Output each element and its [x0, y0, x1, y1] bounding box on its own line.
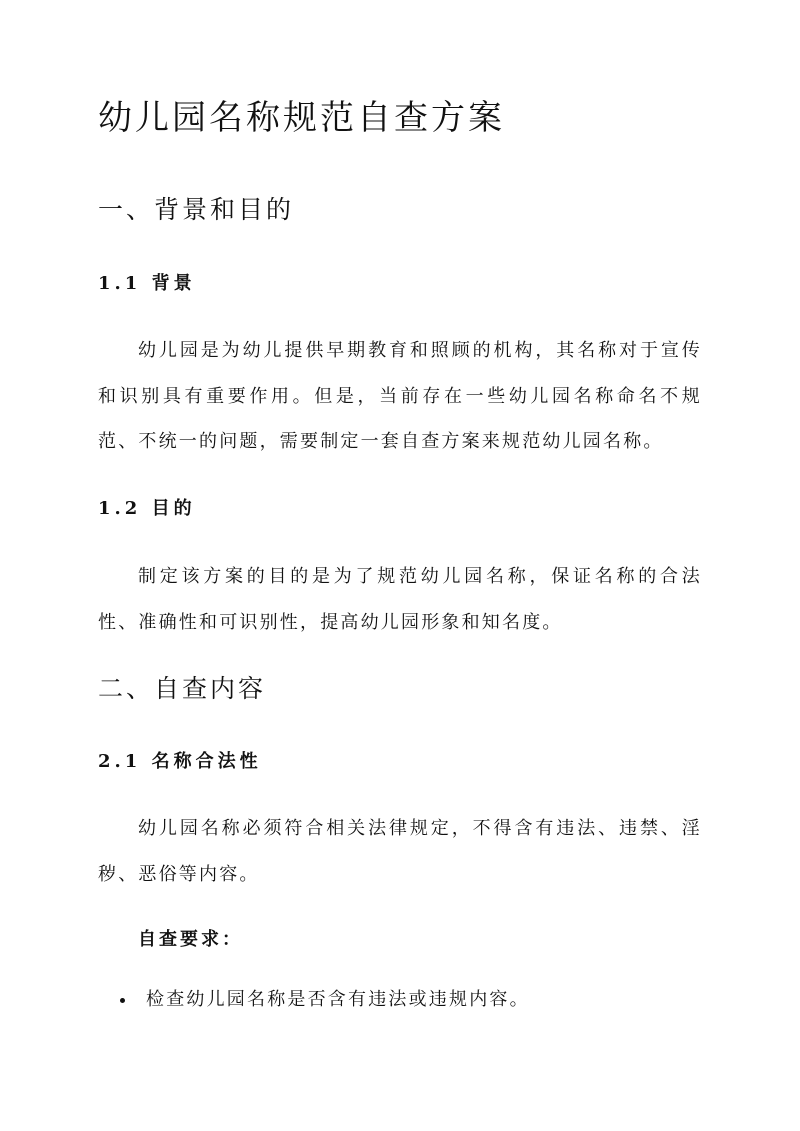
list-item: [98, 986, 702, 1014]
subsection-heading-purpose: 1.2 目的: [98, 498, 196, 519]
requirement-text: 检查幼儿园名称是否含有违法或违规内容。: [146, 989, 530, 1010]
paragraph-name-legality: 幼儿园名称必须符合相关法律规定，不得含有违法、违禁、淫秽、恶俗等内容。: [98, 818, 702, 885]
subsection-heading-background: 1.1 背景: [98, 273, 196, 294]
section-heading-self-check-content: 二、自查内容: [98, 674, 267, 703]
requirements-list: [98, 986, 702, 1014]
subsection-heading-name-legality: 2.1 名称合法性: [98, 751, 262, 772]
paragraph-background: 幼儿园是为幼儿提供早期教育和照顾的机构，其名称对于宣传和识别具有重要作用。但是，当前存在一些幼儿园名称命名不规范、不统一的问题，需要制定一套自查方案来规范幼儿园名称。: [98, 340, 702, 452]
bullet-icon: [120, 998, 125, 1003]
section-heading-background-purpose: 一、背景和目的: [98, 195, 295, 224]
document-title: 幼儿园名称规范自查方案: [98, 98, 505, 138]
paragraph-purpose: 制定该方案的目的是为了规范幼儿园名称，保证名称的合法性、准确性和可识别性，提高幼儿园形象和知名度。: [98, 566, 702, 633]
requirements-label: 自查要求：: [138, 929, 243, 950]
